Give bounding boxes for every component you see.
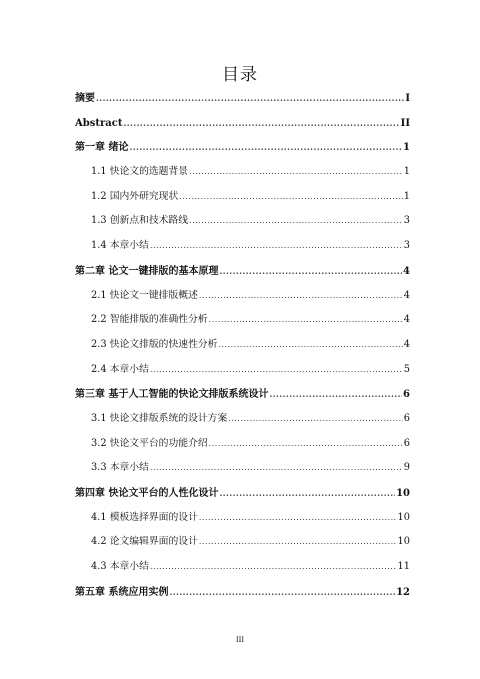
toc-section-entry[interactable] bbox=[75, 209, 410, 234]
toc-chapter-entry[interactable] bbox=[75, 382, 410, 407]
toc-entry-label: 1.1 快论文的选题背景 bbox=[91, 166, 189, 178]
toc-list bbox=[75, 86, 410, 604]
toc-section-entry[interactable] bbox=[75, 185, 410, 210]
toc-entry-label: 第一章 绪论 bbox=[75, 142, 129, 154]
toc-section-entry[interactable] bbox=[75, 432, 410, 457]
toc-entry-label: 2.2 智能排版的准确性分析 bbox=[91, 314, 208, 326]
toc-entry-label: 1.2 国内外研究现状 bbox=[91, 190, 179, 202]
toc-entry-label: 2.3 快论文排版的快速性分析 bbox=[91, 338, 218, 350]
toc-leader-dots bbox=[219, 259, 402, 284]
toc-chapter-entry[interactable] bbox=[75, 111, 410, 136]
toc-leader-dots bbox=[123, 111, 399, 136]
toc-entry-page: 1 bbox=[403, 142, 410, 154]
toc-section-entry[interactable] bbox=[75, 555, 410, 580]
toc-leader-dots bbox=[150, 555, 397, 580]
toc-entry-label: 4.1 模板选择界面的设计 bbox=[91, 511, 198, 523]
toc-entry-label: 第五章 系统应用实例 bbox=[75, 586, 169, 598]
page-number: III bbox=[235, 636, 245, 644]
toc-leader-dots bbox=[150, 234, 403, 259]
toc-entry-page: 3 bbox=[403, 240, 410, 252]
toc-leader-dots bbox=[209, 432, 403, 457]
toc-entry-label: 第三章 基于人工智能的快论文排版系统设计 bbox=[75, 389, 269, 401]
toc-entry-label: 3.3 本章小结 bbox=[91, 462, 149, 474]
toc-entry-page: 1 bbox=[403, 190, 410, 202]
toc-leader-dots bbox=[219, 481, 395, 506]
toc-section-entry[interactable] bbox=[75, 160, 410, 185]
toc-leader-dots bbox=[96, 86, 404, 111]
toc-entry-label: 3.2 快论文平台的功能介绍 bbox=[91, 437, 208, 449]
toc-leader-dots bbox=[199, 506, 397, 531]
toc-entry-label: 1.4 本章小结 bbox=[91, 240, 149, 252]
toc-entry-label: 第四章 快论文平台的人性化设计 bbox=[75, 488, 219, 499]
toc-entry-page: 9 bbox=[403, 462, 410, 474]
toc-entry-label: 2.4 本章小结 bbox=[91, 363, 149, 375]
toc-entry-label: 2.1 快论文一键排版概述 bbox=[91, 289, 198, 301]
toc-entry-page: 10 bbox=[397, 511, 410, 523]
toc-leader-dots bbox=[199, 530, 397, 555]
toc-entry-page: 1 bbox=[403, 166, 410, 178]
toc-entry-label: 第二章 论文一键排版的基本原理 bbox=[75, 265, 219, 277]
toc-entry-label: Abstract bbox=[75, 117, 123, 129]
toc-section-entry[interactable] bbox=[75, 234, 410, 259]
toc-entry-label: 3.1 快论文排版系统的设计方案 bbox=[91, 412, 228, 424]
toc-entry-page: 6 bbox=[403, 412, 410, 424]
toc-entry-page: 10 bbox=[397, 536, 410, 548]
toc-leader-dots bbox=[150, 358, 403, 383]
toc-entry-page: 12 bbox=[396, 586, 410, 598]
toc-chapter-entry[interactable] bbox=[75, 259, 410, 284]
toc-entry-page: I bbox=[405, 93, 410, 104]
toc-chapter-entry[interactable] bbox=[75, 86, 410, 111]
toc-entry-page: 4 bbox=[403, 289, 410, 301]
toc-entry-page: 4 bbox=[403, 314, 410, 326]
toc-leader-dots bbox=[269, 382, 402, 407]
toc-entry-label: 4.2 论文编辑界面的设计 bbox=[91, 536, 198, 548]
toc-leader-dots bbox=[189, 209, 403, 234]
toc-section-entry[interactable] bbox=[75, 333, 410, 358]
toc-leader-dots bbox=[150, 456, 403, 481]
toc-entry-label: 4.3 本章小结 bbox=[91, 561, 149, 573]
toc-leader-dots bbox=[189, 160, 403, 185]
toc-chapter-entry[interactable] bbox=[75, 135, 410, 160]
toc-chapter-entry[interactable] bbox=[75, 580, 410, 605]
toc-entry-page: 5 bbox=[403, 363, 410, 375]
toc-leader-dots bbox=[218, 333, 402, 358]
toc-leader-dots bbox=[228, 407, 403, 432]
toc-section-entry[interactable] bbox=[75, 308, 410, 333]
toc-section-entry[interactable] bbox=[75, 456, 410, 481]
toc-entry-page: 3 bbox=[403, 215, 410, 227]
toc-leader-dots bbox=[209, 308, 403, 333]
toc-entry-page: 4 bbox=[403, 338, 410, 350]
toc-leader-dots bbox=[199, 284, 403, 309]
toc-entry-page: 4 bbox=[403, 265, 410, 277]
toc-entry-page: 10 bbox=[396, 488, 410, 499]
toc-section-entry[interactable] bbox=[75, 407, 410, 432]
toc-entry-page: 11 bbox=[397, 561, 410, 573]
toc-entry-page: 6 bbox=[403, 437, 410, 449]
toc-section-entry[interactable] bbox=[75, 284, 410, 309]
toc-section-entry[interactable] bbox=[75, 530, 410, 555]
toc-entry-label: 1.3 创新点和技术路线 bbox=[91, 215, 189, 227]
toc-entry-page: II bbox=[400, 117, 410, 129]
toc-chapter-entry[interactable] bbox=[75, 481, 410, 506]
toc-entry-page: 6 bbox=[403, 389, 410, 401]
toc-leader-dots bbox=[169, 580, 395, 605]
toc-section-entry[interactable] bbox=[75, 358, 410, 383]
toc-section-entry[interactable] bbox=[75, 506, 410, 531]
toc-entry-label: 摘要 bbox=[75, 93, 95, 104]
toc-leader-dots bbox=[179, 185, 402, 210]
toc-title: 目录 bbox=[222, 65, 258, 85]
toc-leader-dots bbox=[129, 135, 402, 160]
